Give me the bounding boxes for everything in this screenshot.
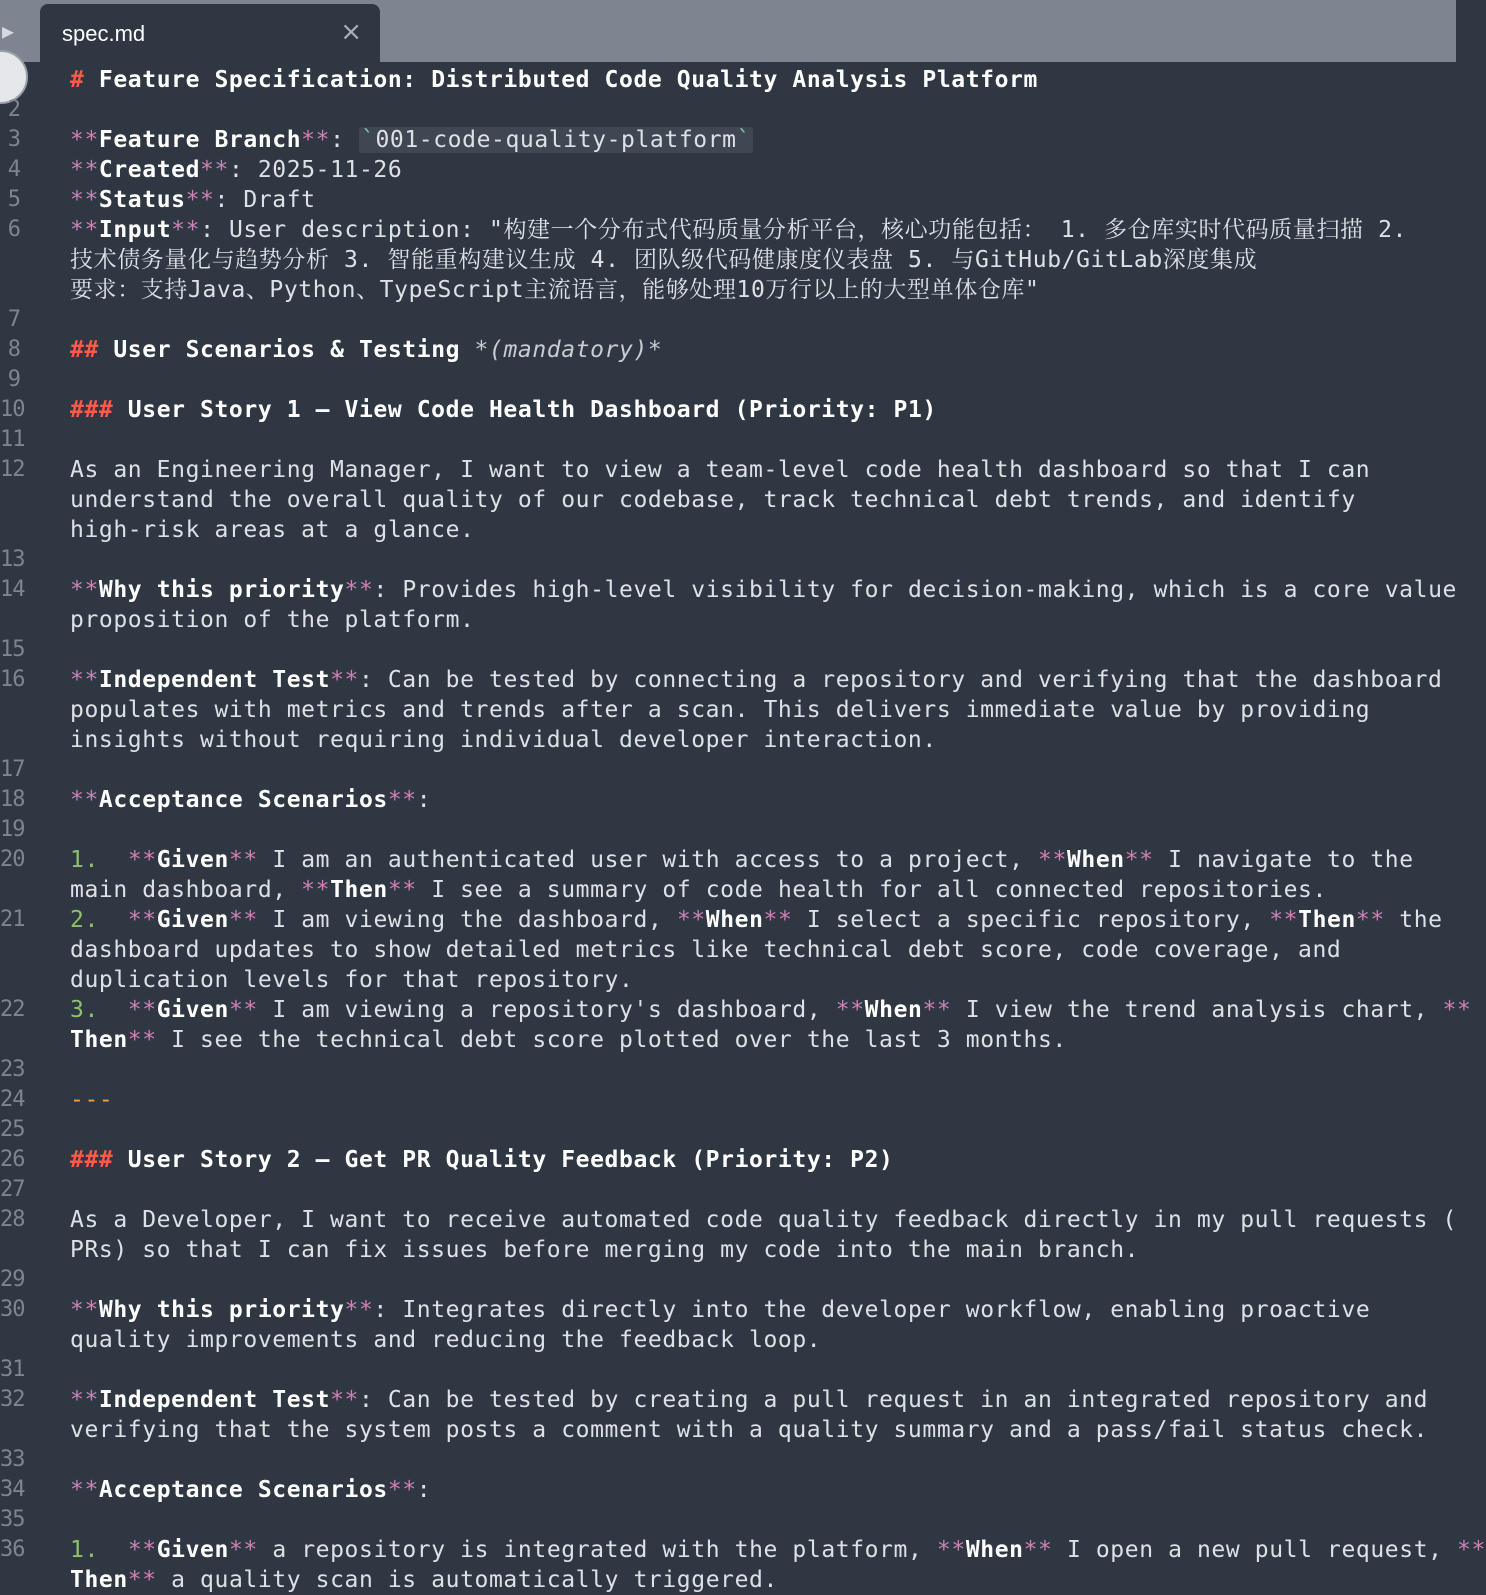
input-text-wrap: 要求：支持Java、Python、TypeScript主流语言，能够处理10万行以上的大型单体仓库" (70, 277, 1040, 303)
heading-mark: ### (70, 397, 114, 423)
line-number: 7 (7, 307, 20, 332)
bold-mark: ** (70, 1477, 99, 1503)
list-number: 2. (70, 907, 99, 933)
branch-label: Feature Branch (98, 127, 302, 153)
line-number: 16 (0, 667, 25, 692)
list-item (70, 995, 1472, 1025)
line-number: 12 (0, 457, 25, 482)
line-number: 5 (7, 187, 20, 212)
why-text: : Integrates directly into the developer workflow, enabling proactive (373, 1297, 1371, 1323)
list-text: I am viewing the dashboard, (257, 907, 677, 933)
given-keyword: Given (156, 907, 229, 933)
why-line (70, 575, 1457, 605)
when-keyword: When (864, 997, 923, 1023)
heading-2 (70, 335, 662, 365)
horizontal-rule: --- (70, 1087, 114, 1113)
tab-spec-md[interactable] (40, 4, 380, 62)
test-text: : Can be tested by connecting a repository and verifying that the dashboard (358, 667, 1443, 693)
bold-mark: ** (171, 217, 201, 243)
list-text: I am viewing a repository's dashboard, (257, 997, 836, 1023)
created-line (70, 155, 402, 185)
bold-mark: ** (330, 1387, 359, 1413)
then-keyword: Then (70, 1027, 128, 1053)
list-text: a repository is integrated with the platform, (257, 1537, 937, 1563)
list-text: I am an authenticated user with access to a project, (257, 847, 1039, 873)
bold-mark: ** (228, 1537, 258, 1563)
bold-mark: ** (676, 907, 706, 933)
input-text: : User description: "构建一个分布式代码质量分析平台，核心功能包括： 1. 多仓库实时代码质量扫描 2. (200, 217, 1407, 243)
created-label: Created (98, 157, 201, 183)
status-label: Status (98, 187, 186, 213)
bold-mark: ** (922, 997, 952, 1023)
branch-line: **Feature Branch**: `001-code-quality-platform` (70, 127, 752, 153)
heading-text: User Scenarios & Testing (113, 337, 461, 363)
bold-mark: ** (127, 847, 157, 873)
tab-bar (0, 0, 1456, 62)
input-text-wrap: 技术债务量化与趋势分析 3. 智能重构建议生成 4. 团队级代码健康度仪表盘 5. 与GitHub/GitLab深度集成 (70, 247, 1258, 273)
bold-mark: ** (127, 1027, 157, 1053)
status-value: : Draft (214, 187, 316, 213)
heading-text: User Story 2 – Get PR Quality Feedback (Priority: P2) (127, 1147, 894, 1173)
bold-mark: ** (70, 1297, 99, 1323)
when-keyword: When (705, 907, 764, 933)
paragraph: As a Developer, I want to receive automated code quality feedback directly in my pull requests ( (70, 1207, 1457, 1233)
colon: : (416, 1477, 432, 1503)
line-number: 20 (0, 847, 25, 872)
bold-mark: ** (387, 877, 417, 903)
bold-mark: ** (835, 997, 865, 1023)
heading-text: Feature Specification: Distributed Code Quality Analysis Platform (98, 67, 1038, 93)
test-text-wrap: verifying that the system posts a comment with a quality summary and a pass/fail status check. (70, 1417, 1429, 1443)
bold-mark: ** (185, 187, 215, 213)
line-number: 2 (7, 97, 20, 122)
input-label: Input (98, 217, 172, 243)
heading-mark: # (70, 67, 85, 93)
line-number: 4 (7, 157, 20, 182)
bold-mark: ** (127, 1567, 157, 1593)
list-number: 1. (70, 1537, 99, 1563)
paragraph: As an Engineering Manager, I want to view a team-level code health dashboard so that I can (70, 457, 1371, 483)
bold-mark: ** (70, 157, 99, 183)
line-number: 23 (0, 1057, 25, 1082)
then-keyword: Then (1298, 907, 1356, 933)
sidebar-toggle-icon[interactable]: ▶ (2, 19, 15, 43)
bold-mark: ** (70, 1387, 99, 1413)
bold-mark: ** (1023, 1537, 1053, 1563)
line-number: 32 (0, 1387, 25, 1412)
line-number: 17 (0, 757, 25, 782)
bold-mark: ** (70, 787, 99, 813)
test-text: : Can be tested by creating a pull request in an integrated repository and (358, 1387, 1429, 1413)
list-text: I select a specific repository, (792, 907, 1270, 933)
heading-1 (70, 65, 1038, 95)
line-number: 30 (0, 1297, 25, 1322)
acceptance-label: Acceptance Scenarios (98, 787, 388, 813)
bold-mark: ** (228, 997, 258, 1023)
list-text: I see a summary of code health for all connected repositories. (416, 877, 1327, 903)
line-number: 31 (0, 1357, 25, 1382)
line-number: 29 (0, 1267, 25, 1292)
list-item-wrap (70, 1025, 1067, 1055)
bold-mark: ** (344, 1297, 374, 1323)
line-number: 24 (0, 1087, 25, 1112)
list-text: I navigate to the (1153, 847, 1414, 873)
why-text-wrap: proposition of the platform. (70, 607, 475, 633)
line-number: 21 (0, 907, 25, 932)
bold-mark: ** (301, 127, 331, 153)
line-number: 6 (7, 217, 20, 242)
bold-mark: ** (1038, 847, 1067, 873)
heading-mark: ### (70, 1147, 114, 1173)
heading-3 (70, 1145, 894, 1175)
line-number: 33 (0, 1447, 25, 1472)
line-number: 36 (0, 1537, 25, 1562)
why-label: Why this priority (98, 1297, 345, 1323)
line-number: 27 (0, 1177, 25, 1202)
when-keyword: When (1066, 847, 1125, 873)
paragraph: understand the overall quality of our codebase, track technical debt trends, and identify (70, 487, 1356, 513)
why-label: Why this priority (98, 577, 345, 603)
colon: : (416, 787, 432, 813)
line-number: 3 (7, 127, 20, 152)
then-keyword: Then (330, 877, 388, 903)
heading-text: User Story 1 – View Code Health Dashboard (Priority: P1) (127, 397, 937, 423)
paragraph: PRs) so that I can fix issues before merging my code into the main branch. (70, 1237, 1140, 1263)
heading-3 (70, 395, 937, 425)
bold-mark: ** (330, 667, 359, 693)
line-number: 19 (0, 817, 25, 842)
test-label: Independent Test (98, 1387, 331, 1413)
list-item-wrap (70, 1565, 778, 1595)
test-label: Independent Test (98, 667, 331, 693)
bold-mark: ** (228, 907, 258, 933)
bold-mark: ** (387, 787, 417, 813)
italic-text: *(mandatory)* (474, 337, 663, 363)
input-line (70, 215, 1407, 245)
test-text-wrap: insights without requiring individual developer interaction. (70, 727, 937, 753)
why-line (70, 1295, 1370, 1325)
bold-mark: ** (70, 127, 99, 153)
heading-mark: ## (70, 337, 99, 363)
bold-mark: ** (70, 217, 99, 243)
bold-mark: ** (1457, 1537, 1486, 1563)
line-number: 22 (0, 997, 25, 1022)
line-number: 8 (7, 337, 20, 362)
given-keyword: Given (156, 847, 229, 873)
paragraph: high-risk areas at a glance. (70, 517, 475, 543)
list-item-wrap: duplication levels for that repository. (70, 967, 634, 993)
line-number: 35 (0, 1507, 25, 1532)
test-line (70, 665, 1443, 695)
list-text: I view the trend analysis chart, (951, 997, 1443, 1023)
list-number: 3. (70, 997, 99, 1023)
created-value: : 2025-11-26 (228, 157, 403, 183)
given-keyword: Given (156, 997, 229, 1023)
bold-mark: ** (936, 1537, 966, 1563)
acceptance-heading (70, 1475, 431, 1505)
list-item-wrap (70, 875, 1327, 905)
bold-mark: ** (70, 187, 99, 213)
line-number: 34 (0, 1477, 25, 1502)
close-icon[interactable]: × (340, 17, 362, 47)
list-text: I open a new pull request, (1052, 1537, 1458, 1563)
acceptance-label: Acceptance Scenarios (98, 1477, 388, 1503)
bold-mark: ** (387, 1477, 417, 1503)
list-item (70, 905, 1443, 935)
why-text: : Provides high-level visibility for decision-making, which is a core value (373, 577, 1457, 603)
bold-mark: ** (344, 577, 374, 603)
bold-mark: ** (228, 847, 258, 873)
line-number: 25 (0, 1117, 25, 1142)
list-item (70, 1535, 1486, 1565)
bold-mark: ** (1355, 907, 1385, 933)
bold-mark: ** (70, 667, 99, 693)
bold-mark: ** (1269, 907, 1299, 933)
line-number: 28 (0, 1207, 25, 1232)
line-number: 11 (0, 427, 25, 452)
test-text-wrap: populates with metrics and trends after a scan. This delivers immediate value by providing (70, 697, 1371, 723)
bold-mark: ** (127, 1537, 157, 1563)
given-keyword: Given (156, 1537, 229, 1563)
line-number: 15 (0, 637, 25, 662)
list-number: 1. (70, 847, 99, 873)
line-number: 18 (0, 787, 25, 812)
bold-mark: ** (301, 877, 331, 903)
when-keyword: When (965, 1537, 1024, 1563)
status-line (70, 185, 316, 215)
bold-mark: ** (200, 157, 229, 183)
why-text-wrap: quality improvements and reducing the feedback loop. (70, 1327, 822, 1353)
tab-title: spec.md (62, 21, 146, 46)
bold-mark: ** (127, 997, 157, 1023)
line-number: 10 (0, 397, 25, 422)
branch-value: 001-code-quality-platform (375, 127, 737, 153)
then-keyword: Then (70, 1567, 128, 1593)
bold-mark: ** (127, 907, 157, 933)
line-number: 9 (7, 367, 20, 392)
inline-code: `001-code-quality-platform` (360, 127, 752, 153)
test-line (70, 1385, 1428, 1415)
line-number: 14 (0, 577, 25, 602)
bold-mark: ** (70, 577, 99, 603)
list-item-wrap: dashboard updates to show detailed metrics like technical debt score, code coverage, and (70, 937, 1342, 963)
bold-mark: ** (1124, 847, 1154, 873)
list-text: the (1384, 907, 1443, 933)
line-number: 26 (0, 1147, 25, 1172)
list-item (70, 845, 1414, 875)
list-text: I see the technical debt score plotted over the last 3 months. (156, 1027, 1067, 1053)
bold-mark: ** (1442, 997, 1472, 1023)
list-text: main dashboard, (70, 877, 302, 903)
line-number: 13 (0, 547, 25, 572)
bold-mark: ** (763, 907, 793, 933)
acceptance-heading (70, 785, 431, 815)
list-text: a quality scan is automatically triggered. (156, 1567, 778, 1593)
